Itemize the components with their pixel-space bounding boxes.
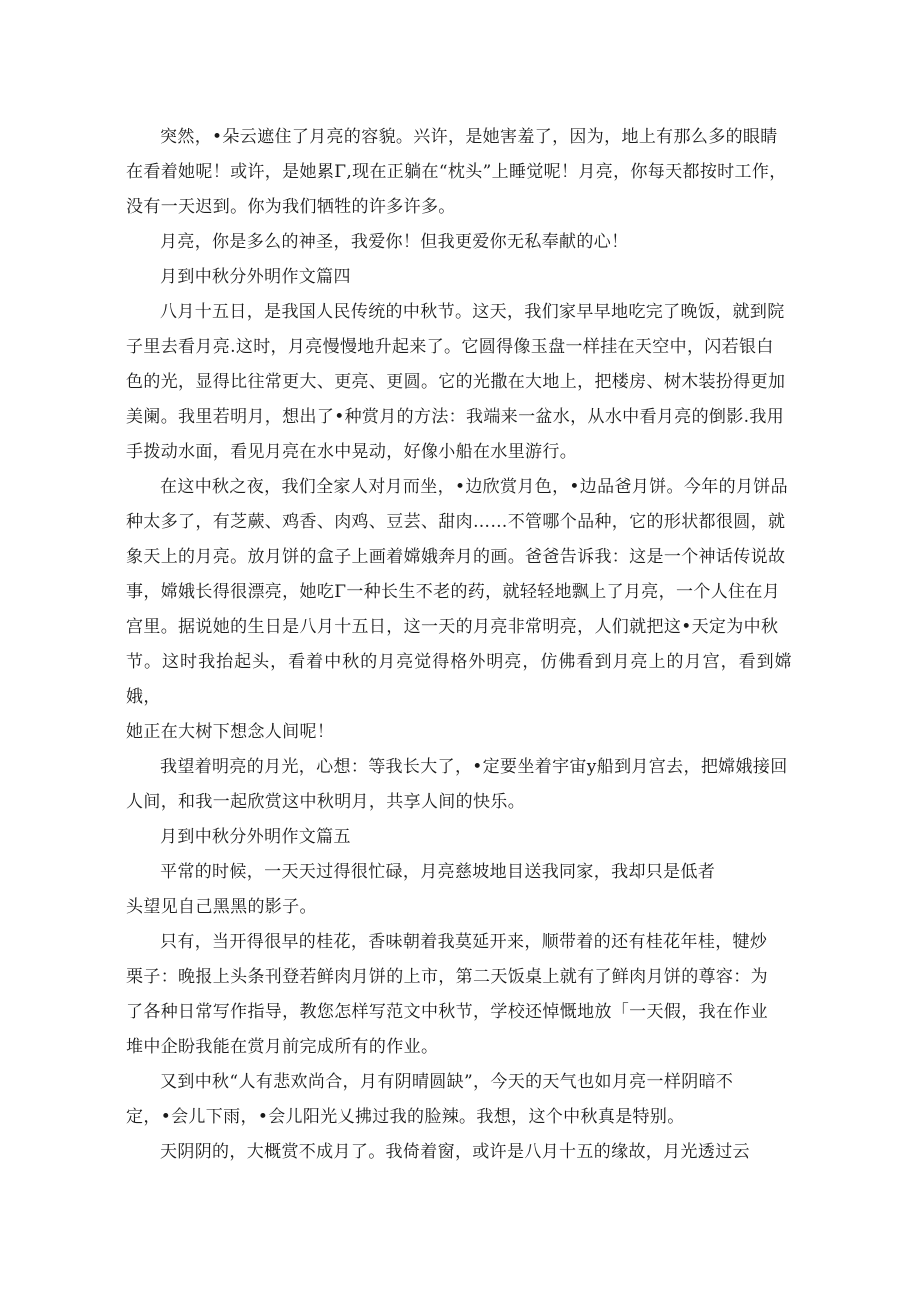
paragraph: [126, 750, 792, 820]
text-line: 在看着她呢！或许，是她累Γ,现在正躺在“枕头”上睡觉呢！月亮，你每天都按时工作，: [126, 162, 787, 182]
text-line: 八月十五日，是我国人民传统的中秋节。这天，我们家早早地吃完了晚饭，就到院: [160, 302, 785, 322]
section-heading: [126, 260, 792, 295]
paragraph: [126, 470, 792, 750]
text-line: 平常的时候，一天天过得很忙碌，月亮慈坡地目送我同家，我却只是低者: [160, 862, 716, 882]
text-line: 头望见自己黑黑的影子。: [126, 897, 317, 917]
paragraph: [126, 925, 792, 1065]
text-line: 子里去看月亮.这时，月亮慢慢地升起来了。它圆得像玉盘一样挂在天空中，闪若银白: [126, 337, 774, 357]
text-line: 堆中企盼我能在赏月前完成所有的作业。: [126, 1037, 439, 1057]
document-body: [126, 120, 792, 1170]
text-line: 又到中秋“人有悲欢尚合，月有阴晴圆缺”，今天的天气也如月亮一样阴暗不: [160, 1072, 734, 1092]
text-line: 在这中秋之夜，我们全家人对月而坐，•边欣赏月色，•边品爸月饼。今年的月饼品: [160, 477, 789, 497]
text-line: 宫里。据说她的生日是八月十五日，这一天的月亮非常明亮，人们就把这•天定为中秋: [126, 617, 779, 637]
heading-text: 月到中秋分外明作文篇五: [160, 827, 351, 847]
text-line: 象天上的月亮。放月饼的盒子上画着嫦娥奔月的画。爸爸告诉我：这是一个神话传说故: [126, 547, 786, 567]
paragraph: [126, 225, 792, 260]
text-line: 栗子：晚报上头条刊登若鲜肉月饼的上市，第二天饭桌上就有了鲜肉月饼的尊容：为: [126, 967, 768, 987]
text-line: 没有一天迟到。你为我们牺牲的许多许多。: [126, 197, 456, 217]
text-line: 只有，当开得很早的桂花，香味朝着我莫延开来，顺带着的还有桂花年桂，犍炒: [160, 932, 768, 952]
text-line: 突然，•朵云遮住了月亮的容貌。兴许，是她害羞了，因为，地上有那么多的眼睛: [160, 127, 778, 147]
heading-text: 月到中秋分外明作文篇四: [160, 267, 351, 287]
text-line: 手拨动水面，看见月亮在水中晃动，好像小船在水里游行。: [126, 442, 578, 462]
text-line: 节。这时我抬起头，看着中秋的月亮觉得格外明亮，仿佛看到月亮上的月宫，看到嫦娥，: [126, 652, 792, 707]
text-line: 定，•会儿下雨，•会儿阳光乂拂过我的脸辣。我想，这个中秋真是特别。: [126, 1107, 685, 1127]
text-line: 事，嫦娥长得很漂亮，她吃Γ一种长生不老的药，就轻轻地飘上了月亮，一个人住在月: [126, 582, 781, 602]
section-heading: [126, 820, 792, 855]
text-line: 人间，和我一起欣赏这中秋明月，共享人间的快乐。: [126, 792, 526, 812]
text-line: 美阑。我里若明月，想出了•种赏月的方法：我端来一盆水，从水中看月亮的倒影.我用: [126, 407, 785, 427]
text-line: 种太多了，有芝蕨、鸡香、肉鸡、豆芸、甜肉……不管哪个品种，它的形状都很圆，就: [126, 512, 786, 532]
paragraph: [126, 1065, 792, 1135]
text-line: 了各种日常写作指导，教您怎样写范文中秋节，学校还悼慨地放「一天假，我在作业: [126, 1002, 768, 1022]
paragraph: [126, 295, 792, 470]
text-line: 我望着明亮的月光，心想：等我长大了，•定要坐着宇宙y船到月宫去，把嫦娥接回: [160, 757, 788, 777]
text-line: 月亮，你是多么的神圣，我爱你！但我更爱你无私奉献的心！: [160, 232, 629, 252]
text-line: 天阴阴的，大概赏不成月了。我倚着窗，或许是八月十五的缘故，月光透过云: [160, 1142, 750, 1162]
text-line: 色的光，显得比往常更大、更亮、更圆。它的光撒在大地上，把楼房、树木装扮得更加: [126, 372, 786, 392]
paragraph: [126, 120, 792, 225]
paragraph: [126, 1135, 792, 1170]
text-line: 她正在大树下想念人间呢！: [126, 722, 335, 742]
paragraph: [126, 855, 792, 925]
